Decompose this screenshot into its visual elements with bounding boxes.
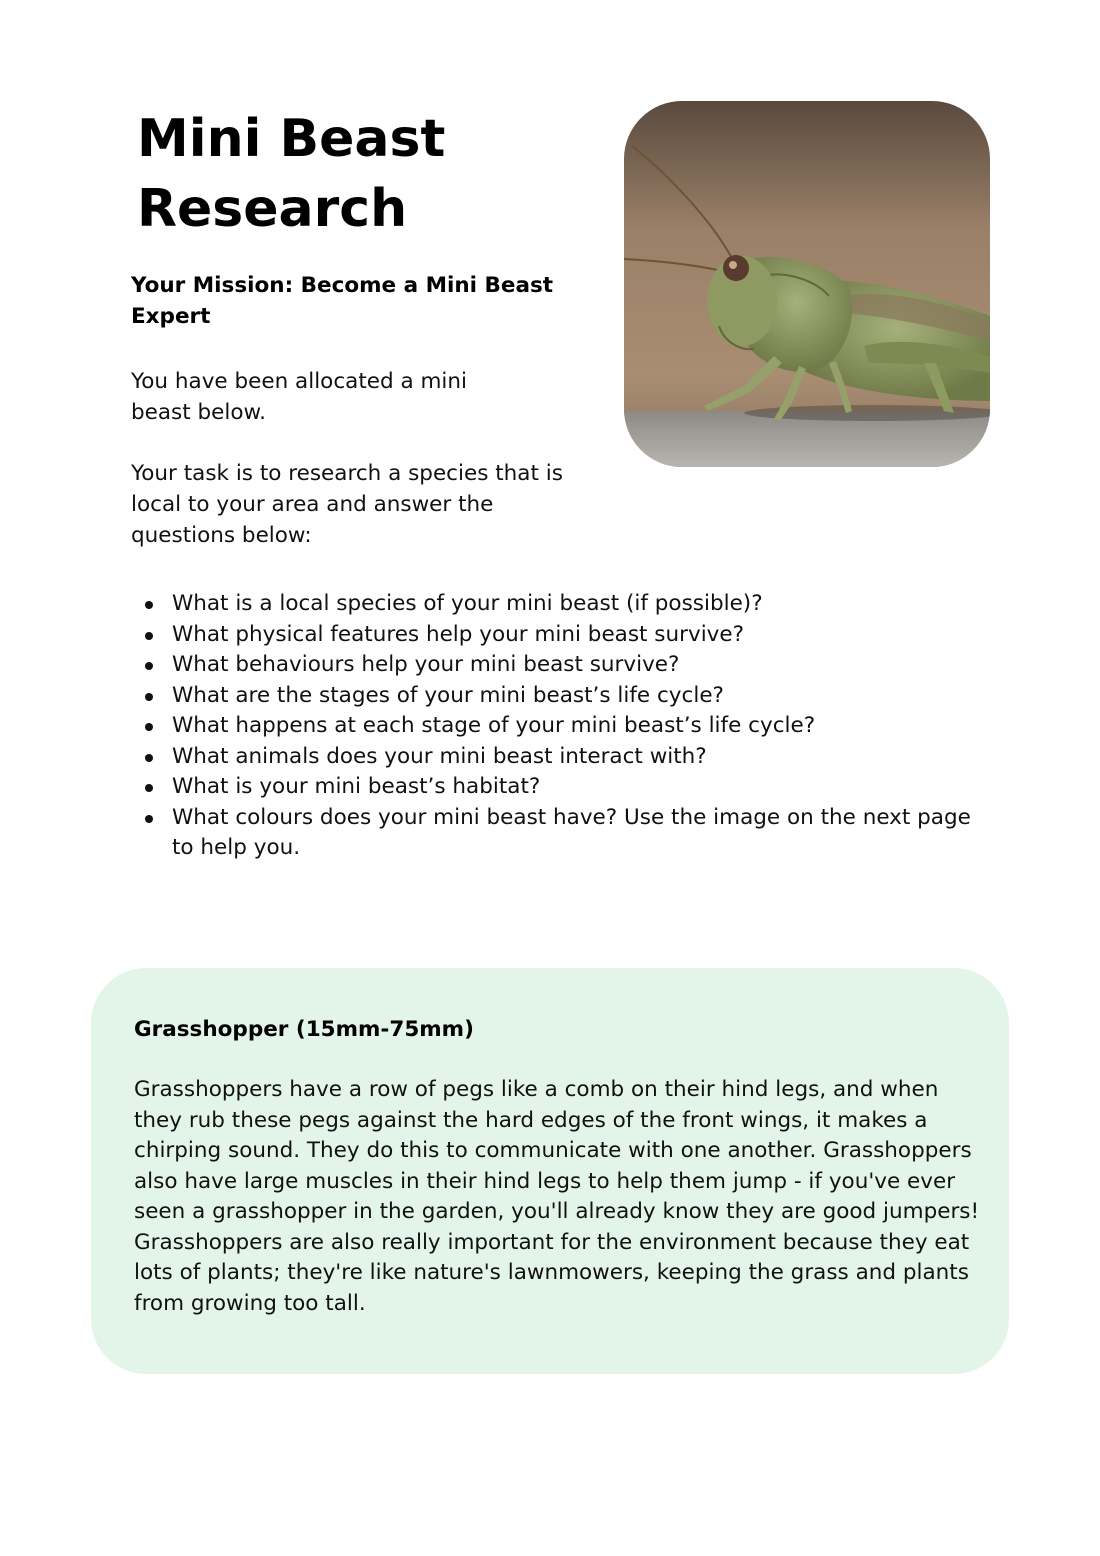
list-item bbox=[131, 589, 981, 620]
question-text: What is a local species of your mini beast (if possible)? bbox=[172, 591, 763, 616]
bullet-icon bbox=[145, 754, 153, 762]
bullet-icon bbox=[145, 693, 153, 701]
list-item bbox=[131, 803, 981, 864]
question-text: What colours does your mini beast have? Use the image on the next page to help you. bbox=[172, 804, 971, 860]
intro-paragraph-task: Your task is to research a species that is local to your area and answer the questions below: bbox=[131, 461, 563, 548]
list-item bbox=[131, 711, 981, 742]
list-item bbox=[131, 681, 981, 712]
question-text: What behaviours help your mini beast survive? bbox=[172, 652, 680, 677]
list-item bbox=[131, 772, 981, 803]
page-title: Mini Beast Research bbox=[137, 109, 446, 239]
bullet-icon bbox=[145, 632, 153, 640]
card-title: Grasshopper (15mm-75mm) bbox=[134, 1017, 474, 1042]
question-text: What physical features help your mini beast survive? bbox=[172, 621, 745, 647]
grasshopper-photo bbox=[624, 101, 990, 467]
bullet-icon bbox=[145, 662, 153, 670]
intro-paragraph-allocation: You have been allocated a mini beast below. bbox=[131, 369, 467, 425]
bullet-icon bbox=[145, 815, 153, 823]
list-item bbox=[131, 742, 981, 773]
mission-heading: Your Mission: Become a Mini Beast Expert bbox=[131, 273, 554, 329]
question-text: What are the stages of your mini beast’s life cycle? bbox=[172, 682, 724, 708]
bullet-icon bbox=[145, 723, 153, 731]
question-text: What is your mini beast’s habitat? bbox=[172, 774, 541, 799]
list-item bbox=[131, 620, 981, 651]
question-list bbox=[131, 589, 981, 864]
grasshopper-info-card bbox=[91, 968, 1009, 1374]
card-body: Grasshoppers have a row of pegs like a comb on their hind legs, and when they rub these pegs against the hard edges of the front wings, it makes a chirping sound. They do this to communicate with one another. Grasshoppers also have large muscles in their hind legs to help them jump - if you've ever seen a grasshopper in the garden, you'll already know they are good jumpers! Grasshoppers are also really important for the environment because they eat lots of plants; they're like nature's lawnmowers, keeping the grass and plants from growing too tall. bbox=[134, 1077, 980, 1316]
question-text: What animals does your mini beast interact with? bbox=[172, 743, 707, 769]
list-item bbox=[131, 650, 981, 681]
bullet-icon bbox=[145, 784, 153, 792]
bullet-icon bbox=[145, 601, 153, 609]
question-text: What happens at each stage of your mini beast’s life cycle? bbox=[172, 713, 816, 738]
